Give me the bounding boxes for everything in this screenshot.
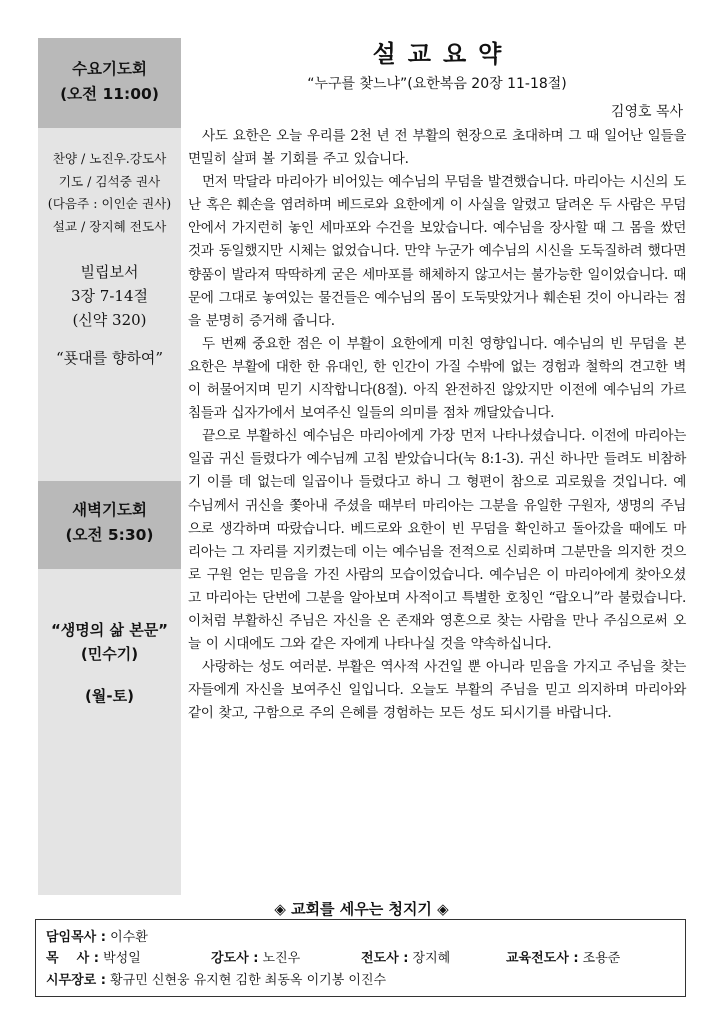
senior-pastor-label: 담임목사 : (46, 930, 106, 945)
reading-verse: 3장 7-14절 (71, 287, 148, 305)
preacher-label: 전도사 : (361, 951, 409, 966)
education-preacher-label: 교육전도사 : (506, 951, 579, 966)
reading-ref: (신약 320) (72, 311, 147, 329)
sermon-paragraph: 사도 요한은 오늘 우리를 2천 년 전 부활의 현장으로 초대하며 그 때 일어난 일들을 면밀히 살펴 볼 기회를 주고 있습니다. (188, 128, 686, 168)
staff-row-elders (46, 971, 386, 991)
wednesday-service-time: (오전 11:00) (60, 85, 159, 103)
order-item: (다음주 : 이인순 권사) (47, 196, 172, 211)
sermon-paragraph: 두 번째 중요한 점은 이 부활이 요한에게 미친 영향입니다. 예수님의 빈 무덤을 본 요한은 부활에 대한 한 유대인, 한 인간이 가질 수밖에 없는 경험과 철학의 견고한 벽이 허물어지며 믿기 시작합니다(8절). 아직 완전하진 않았지만 이전에 예수님의 가르침들과 십자가에서 보여주신 일들의 의미를 점차 깨달았습니다. (188, 335, 686, 422)
senior-pastor-name: 이수환 (110, 930, 148, 945)
evangelist-cell (211, 949, 300, 969)
order-item: 찬양 / 노진우.강도사 (52, 151, 167, 166)
sermon-title: 설교요약 (372, 40, 514, 68)
sermon-paragraph: 먼저 막달라 마리아가 비어있는 예수님의 무덤을 발견했습니다. 마리아는 시신의 도난 혹은 훼손을 염려하며 베드로와 요한에게 이 사실을 알렸고 달려온 두 사람은 무덤 안에서 가지런히 놓인 세마포와 수건을 보았습니다. 예수님을 장사할 때 그 몸을 쌌던 것과 동일했지만 시체는 없었습니다. 만약 누군가 예수님의 시신을 도둑질하려 했다면 향품이 발라져 딱딱하게 굳은 세마포를 해체하지 않고서는 불가능한 일이었습니다. 때문에 그대로 놓여있는 물건들은 예수님의 몸이 도둑맞았거나 훼손된 것이 아니라는 점을 분명히 증거해 줍니다. (188, 174, 686, 329)
living-life-days: (월-토) (85, 687, 134, 705)
sermon-subtitle: “누구를 찾느냐”(요한복음 20장 11-18절) (307, 76, 567, 92)
staff-directory (35, 919, 686, 997)
preacher-staff-name: 장지혜 (412, 951, 451, 966)
education-cell (506, 949, 620, 969)
pastor-cell (46, 949, 141, 969)
stewards-banner: ◈ 교회를 세우는 청지기 ◈ (274, 900, 449, 918)
pastor-label: 목 사 : (46, 951, 99, 966)
sermon-column (188, 38, 686, 725)
staff-row-senior (46, 928, 148, 948)
living-life-section (38, 618, 181, 708)
pastor-name: 박성일 (103, 951, 141, 966)
reading-hymn-title: “푯대를 향하여” (55, 349, 164, 367)
service-order (38, 148, 181, 238)
reading-book: 빌립보서 (80, 263, 139, 281)
evangelist-label: 강도사 : (211, 951, 259, 966)
scripture-reading (38, 260, 181, 370)
sermon-paragraph: 끝으로 부활하신 예수님은 마리아에게 가장 먼저 나타나셨습니다. 이전에 마리아는 일곱 귀신 들렸다가 예수님께 고침 받았습니다(눅 8:1-3). 귀신 하나만 들려도 비참하기 이를 데 없는데 일곱이나 들렸다고 하니 그 형편이 참으로 괴로웠을 것입니다. 예수님께서 귀신을 쫓아내 주셨을 때부터 마리아는 그분을 유일한 구원자, 생명의 주님으로 생각하며 따랐습니다. 베드로와 요한이 빈 무덤을 확인하고 돌아갔을 때에도 마리아는 그 자리를 지키켰는데 이는 예수님을 전적으로 신뢰하며 그분만을 의지한 것으로 구원 얻는 믿음을 가진 사람의 모습이었습니다. 예수님은 이 마리아에게 찾아오셨고 마리아는 단번에 그분을 알아보며 사적이고 특별한 호칭인 “랍오니”라 불렀습니다. 이처럼 부활하신 주님은 자신을 온 존재와 영혼으로 찾는 사람을 만나 주심으로써 오늘 이 시대에도 그와 같은 자에게 나타나실 것을 약속하십니다. (188, 428, 686, 653)
dawn-service-time: (오전 5:30) (65, 526, 154, 544)
evangelist-name: 노진우 (262, 951, 301, 966)
preacher-name: 김영호 목사 (610, 104, 683, 120)
sermon-paragraph: 사랑하는 성도 여러분. 부활은 역사적 사건일 뿐 아니라 믿음을 가지고 주님을 찾는 자들에게 자신을 보여주신 일입니다. 오늘도 부활의 주님을 믿고 의지하며 마리아와 같이 찾고, 구함으로 주의 은혜를 경험하는 모든 성도 되시기를 바랍니다. (188, 659, 686, 722)
living-life-book: (민수기) (80, 645, 139, 663)
preacher-cell (361, 949, 450, 969)
sermon-body (188, 125, 686, 725)
dawn-service-header (38, 481, 181, 569)
living-life-title: “생명의 삶 본문” (50, 621, 169, 639)
dawn-service-title: 새벽기도회 (72, 501, 147, 519)
wednesday-service-title: 수요기도회 (72, 60, 147, 78)
elders-label: 시무장로 : (46, 973, 106, 988)
education-preacher-name: 조용준 (582, 951, 621, 966)
staff-row-ministers (46, 949, 676, 969)
elders-names: 황규민 신현웅 유지현 김한 최동옥 이기봉 이진수 (110, 973, 387, 988)
sidebar (38, 38, 181, 895)
order-item: 기도 / 김석중 권사 (58, 173, 161, 189)
order-item: 설교 / 장지혜 전도사 (52, 218, 167, 234)
wednesday-service-header (38, 38, 181, 128)
